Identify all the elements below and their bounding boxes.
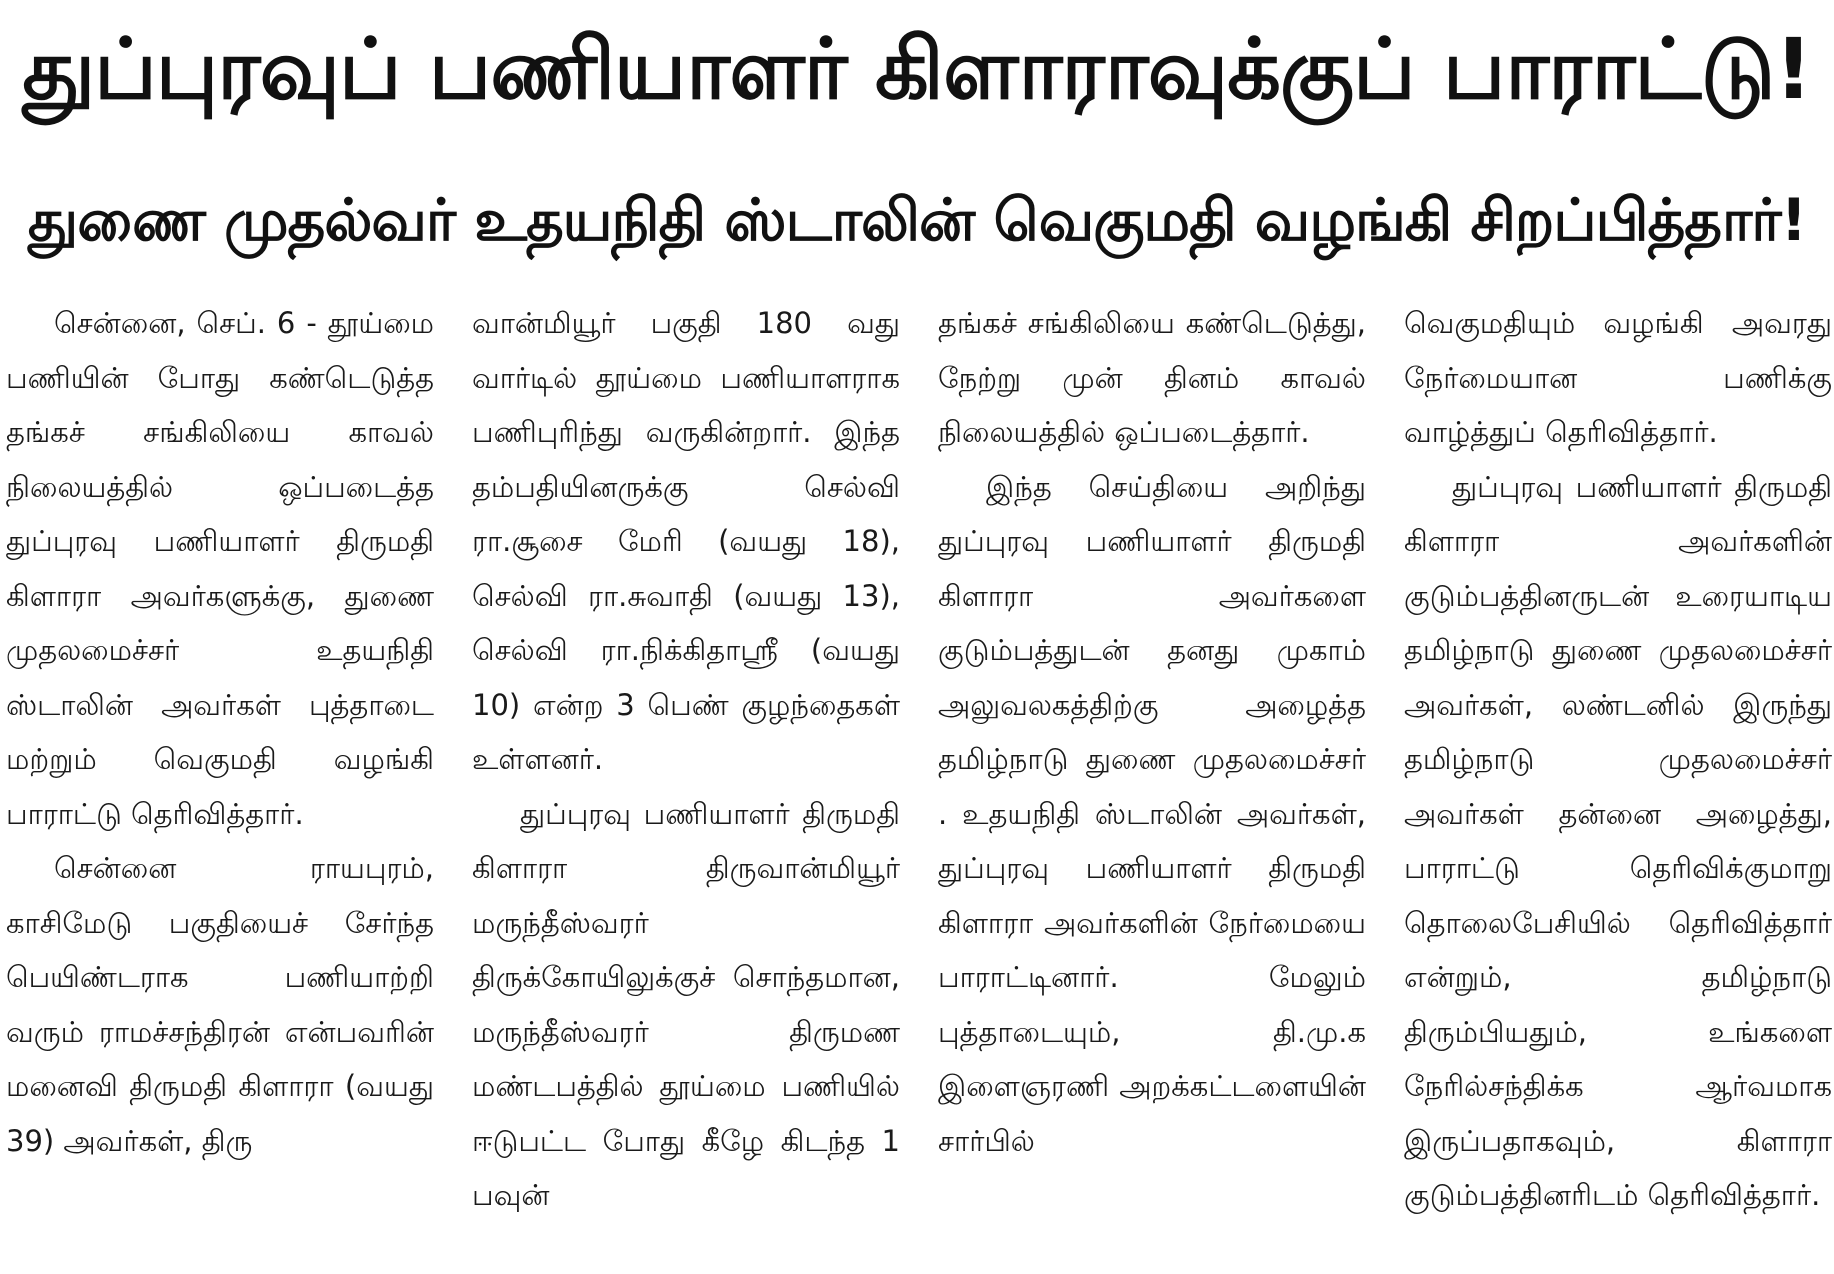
article-body	[6, 296, 1832, 1274]
paragraph: வெகுமதியும் வழங்கி அவரது நேர்மையான பணிக்கு வாழ்த்துப் தெரிவித்தார்.	[1404, 306, 1832, 449]
column-3	[938, 296, 1366, 1274]
paragraph: சென்னை ராயபுரம், காசிமேடு பகுதியைச் சேர்ந்த பெயிண்டராக பணியாற்றி வரும் ராமச்சந்திரன் என்பவரின் மனைவி திருமதி கிளாரா (வயது 39) அவர்கள், திரு	[6, 851, 434, 1158]
paragraph: வான்மியூர் பகுதி 180 வது வார்டில் தூய்மை பணியாளராக பணிபுரிந்து வருகின்றார். இந்த தம்பதியினருக்கு செல்வி ரா.சூசை மேரி (வயது 18), செல்வி ரா.சுவாதி (வயது 13), செல்வி ரா.நிக்கிதாஸ்ரீ (வயது 10) என்ற 3 பெண் குழந்தைகள் உள்ளனர்.	[472, 306, 900, 776]
headline: துப்புரவுப் பணியாளர் கிளாராவுக்குப் பாராட்டு!	[22, 20, 1812, 118]
column-4	[1404, 296, 1832, 1274]
paragraph: சென்னை, செப். 6 - தூய்மை பணியின் போது கண்டெடுத்த தங்கச் சங்கிலியை காவல் நிலையத்தில் ஒப்படைத்த துப்புரவு பணியாளர் திருமதி கிளாரா அவர்களுக்கு, துணை முதலமைச்சர் உதயநிதி ஸ்டாலின் அவர்கள் புத்தாடை மற்றும் வெகுமதி வழங்கி பாராட்டு தெரிவித்தார்.	[6, 306, 434, 831]
paragraph: துப்புரவு பணியாளர் திருமதி கிளாரா திருவான்மியூர் மருந்தீஸ்வரர் திருக்கோயிலுக்குச் சொந்தமான, மருந்தீஸ்வரர் திருமண மண்டபத்தில் தூய்மை பணியில் ஈடுபட்ட போது கீழே கிடந்த 1 பவுன்	[472, 796, 900, 1212]
paragraph: இந்த செய்தியை அறிந்து துப்புரவு பணியாளர் திருமதி கிளாரா அவர்களை குடும்பத்துடன் தனது முகாம் அலுவலகத்திற்கு அழைத்த தமிழ்நாடு துணை முதலமைச்சர் . உதயநிதி ஸ்டாலின் அவர்கள், துப்புரவு பணியாளர் திருமதி கிளாரா அவர்களின் நேர்மையை பாராட்டினார். மேலும் புத்தாடையும், தி.மு.க இளைஞரணி அறக்கட்டளையின் சார்பில்	[938, 469, 1366, 1158]
subheadline: துணை முதல்வர் உதயநிதி ஸ்டாலின் வெகுமதி வழங்கி சிறப்பித்தார்!	[27, 186, 1807, 254]
column-1	[6, 296, 434, 1274]
paragraph: தங்கச் சங்கிலியை கண்டெடுத்து, நேற்று முன் தினம் காவல் நிலையத்தில் ஒப்படைத்தார்.	[938, 306, 1366, 449]
column-2	[472, 296, 900, 1274]
paragraph: துப்புரவு பணியாளர் திருமதி கிளாரா அவர்களின் குடும்பத்தினருடன் உரையாடிய தமிழ்நாடு துணை முதலமைச்சர் அவர்கள், லண்டனில் இருந்து தமிழ்நாடு முதலமைச்சர் அவர்கள் தன்னை அழைத்து, பாராட்டு தெரிவிக்குமாறு தொலைபேசியில் தெரிவித்தார் என்றும், தமிழ்நாடு திரும்பியதும், உங்களை நேரில்சந்திக்க ஆர்வமாக இருப்பதாகவும், கிளாரா குடும்பத்தினரிடம் தெரிவித்தார்.	[1404, 469, 1832, 1212]
